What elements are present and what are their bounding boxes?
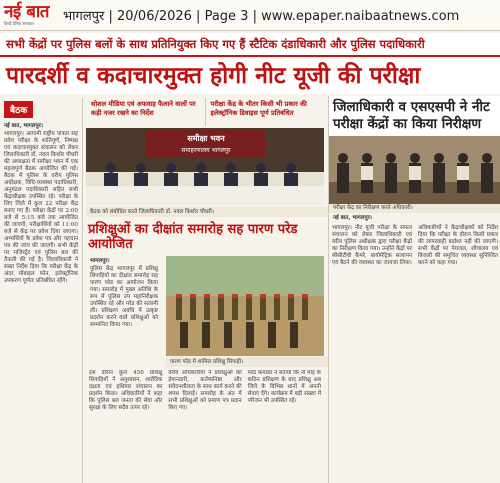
left-article-column [0,98,83,483]
right-article-column [328,96,500,483]
banner-line-1: समीक्षा भवन [187,134,225,143]
main-headline-band [0,58,500,94]
top-headline: सभी केंद्रों पर पुलिस बलों के साथ प्रतिनियुक्त किए गए हैं स्टैटिक दंडाधिकारी और पुलिस पदाधिकारी [6,37,425,51]
edition-info: भागलपुर | 20/06/2026 | Page 3 | www.epaper.naibaatnews.com [63,9,460,24]
right-dateline: नई बात, भागलपुर। [333,215,372,221]
parade-photo-caption: पारण परेड में शामिल प्रशिक्षु सिपाही। [166,357,328,367]
section-tag: बैठक [4,101,33,118]
inspection-photo-image [329,136,500,204]
top-headline-band [0,33,500,57]
parade-bottom-columns [86,370,324,483]
subheads-row [86,98,324,126]
masthead [0,0,500,31]
inspection-photo[interactable] [329,136,500,204]
right-text-columns [329,223,500,269]
parade-text-col-a: इस दौरान कुल 450 प्रशिक्षु सिपाहियों ने अनुशासन, शारीरिक दक्षता एवं हथियार संचालन का प्रदर्शन किया। अधिकारियों ने कहा कि पुलिस बल जनता की सेवा और सुरक्षा के लिए सदैव तत्पर रहे। [89,370,163,411]
right-text-col-a: भागलपुर। नीट यूजी परीक्षा के सफल संचालन को लेकर जिलाधिकारी एवं वरीय पुलिस अधीक्षक द्वारा परीक्षा केंद्रों का निरीक्षण किया गया। उन्होंने केंद्रों पर सीसीटीवी कैमरे, बायोमेट्रिक सत्यापन एवं बैठने की व्यवस्था का जायजा लिया। [332,225,412,266]
parade-article-text: पुलिस केंद्र भागलपुर में प्रशिक्षु सिपाहियों का दीक्षांत समारोह सह पारण परेड का आयोजन किया गया। समारोह में मुख्य अतिथि के रूप में पुलिस उप महानिरीक्षक उपस्थित रहे और परेड की सलामी ली। प्रशिक्षण अवधि में उत्कृष्ट प्रदर्शन करने वाले प्रशिक्षुओं को सम्मानित किया गया। [90,266,158,328]
parade-photo-image [166,256,324,356]
newspaper-logo[interactable] [4,4,49,26]
subhead-social-media: सोशल मीडिया एवं अफवाह फैलाने वालों पर कड़ी नजर रखने का निर्देश [91,100,196,117]
meeting-photo-caption: बैठक को संबोधित करते जिलाधिकारी डॉ. नवल किशोर चौधरी। [86,207,328,217]
parade-photo[interactable] [166,256,324,356]
parade-text-col-c: परेड कमांडर ने बताया कि नौ माह के कठिन प्रशिक्षण के बाद प्रशिक्षु अब जिले के विभिन्न थानों में अपनी सेवाएं देंगे। कार्यक्रम में बड़ी संख्या में परिजन भी उपस्थित रहे। [247,370,321,404]
right-headline: जिलाधिकारी व एसएसपी ने नीट परीक्षा केंद्रों का किया निरीक्षण [329,96,500,136]
subhead-electronic-devices: परीक्षा केंद्र के भीतर किसी भी प्रकार की इलेक्ट्रॉनिक डिवाइस पूर्ण प्रतिबंधित [205,98,325,126]
left-article-text: भागलपुर। आगामी राष्ट्रीय पात्रता सह प्रवेश परीक्षा के शांतिपूर्ण, निष्पक्ष एवं कदाचारमुक्त संचालन को लेकर जिलाधिकारी डॉ. नवल किशोर चौधरी की अध्यक्षता में समीक्षा भवन में एक महत्वपूर्ण बैठक आयोजित की गई। बैठक में पुलिस के वरीय पुलिस अधीक्षक, विधि-व्यवस्था पदाधिकारी, अनुमंडल पदाधिकारी सहित सभी केंद्राधीक्षक उपस्थित रहे। परीक्षा के लिए जिले में कुल 22 परीक्षा केंद्र बनाए गए हैं। परीक्षा केंद्रों पर 2:00 बजे से 5:15 बजे तक आयोजित की जाएगी, परीक्षार्थियों को 11:00 बजे से केंद्र पर प्रवेश दिया जाएगा। अभ्यर्थियों के प्रवेश पत्र और पहचान पत्र की जांच की जाएगी। सभी केंद्रों पर मजिस्ट्रेट एवं पुलिस बल की तैनाती की गई है। जिलाधिकारी ने सख्त निर्देश दिया कि परीक्षा केंद्र के अंदर मोबाइल फोन, इलेक्ट्रॉनिक उपकरण पूर्णतः प्रतिबंधित रहेंगे। [4,131,79,284]
left-dateline: नई बात, भागलपुर। [4,123,43,129]
banner-line-2: समाहरणालय भागलपुर [181,147,231,154]
inspection-photo-caption: परीक्षा केंद्र का निरीक्षण करते अधिकारी। [329,204,500,213]
parade-dateline: भागलपुर। [90,258,110,264]
right-text-col-b: अधिकारियों ने केंद्राधीक्षकों को निर्देश दिया कि परीक्षा के दौरान किसी प्रकार की लापरवाही बर्दाश्त नहीं की जाएगी। सभी केंद्रों पर पेयजल, शौचालय एवं बिजली की समुचित व्यवस्था सुनिश्चित करने को कहा गया। [418,225,498,266]
meeting-photo-image [86,128,324,206]
meeting-photo[interactable] [86,128,324,206]
parade-headline: प्रशिक्षुओं का दीक्षांत समारोह सह पारण परेड आयोजित [88,222,298,252]
logo-subtitle: हिन्दी दैनिक समाचार [4,21,34,26]
parade-text-col-b: वरीय अधिकारियों ने प्रशिक्षुओं को ईमानदारी, कर्तव्यनिष्ठा और संवेदनशीलता के साथ कार्य करने की शपथ दिलाई। समारोह के अंत में सभी प्रशिक्षुओं को प्रमाण पत्र प्रदान किए गए। [168,370,242,411]
main-headline: पारदर्शी व कदाचारमुक्त होगी नीट यूजी की परीक्षा [6,63,421,89]
logo-text: नई बात [4,2,50,22]
